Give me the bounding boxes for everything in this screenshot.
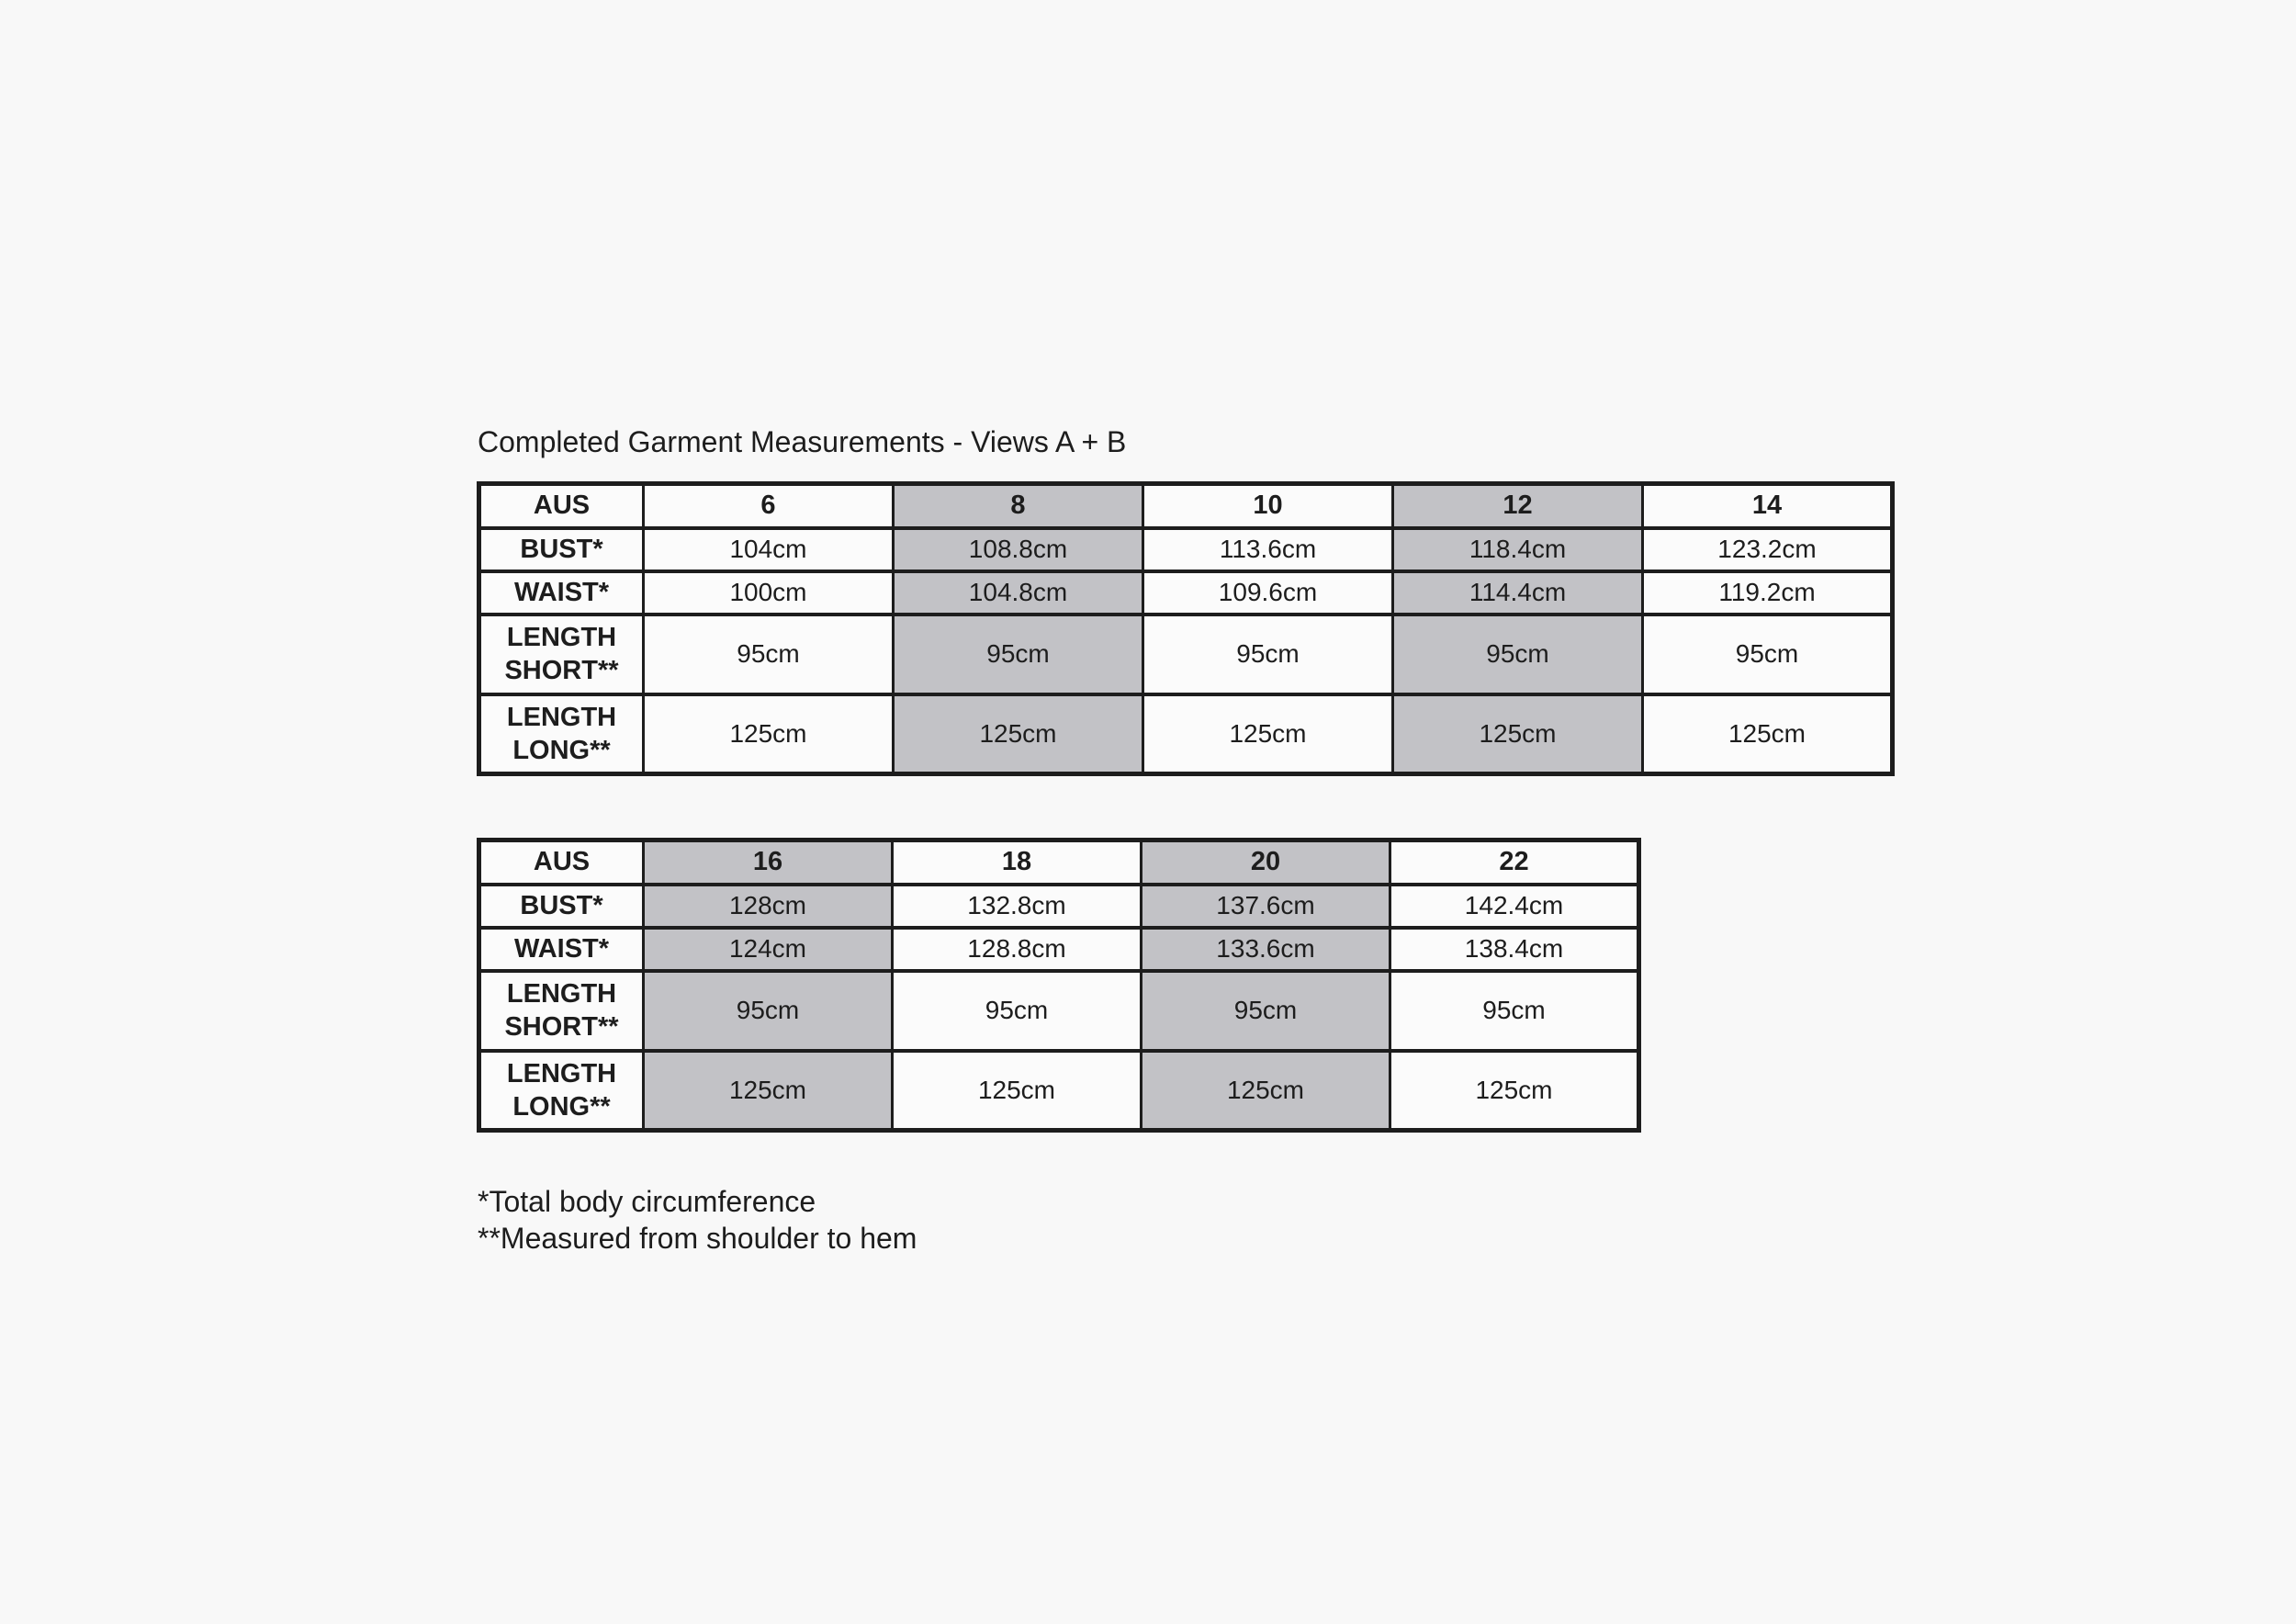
measurement-cell: 95cm <box>894 615 1143 694</box>
measurement-cell: 95cm <box>1393 615 1643 694</box>
footnote-measured-shoulder-to-hem: **Measured from shoulder to hem <box>478 1222 917 1255</box>
header-size-20: 20 <box>1142 840 1390 885</box>
measurement-cell: 128.8cm <box>893 928 1142 971</box>
measurement-cell: 125cm <box>1143 694 1393 774</box>
measurement-cell: 95cm <box>644 971 893 1051</box>
measurement-table-sizes-16-22 <box>477 838 1641 1133</box>
row-label-waist: WAIST* <box>479 571 644 615</box>
measurement-cell: 119.2cm <box>1643 571 1893 615</box>
measurement-cell: 118.4cm <box>1393 528 1643 571</box>
header-aus: AUS <box>479 840 644 885</box>
measurement-cell: 113.6cm <box>1143 528 1393 571</box>
header-size-18: 18 <box>893 840 1142 885</box>
measurement-cell: 125cm <box>1390 1051 1639 1131</box>
table-row-bust <box>479 885 1639 928</box>
measurement-cell: 137.6cm <box>1142 885 1390 928</box>
measurement-cell: 132.8cm <box>893 885 1142 928</box>
measurement-cell: 124cm <box>644 928 893 971</box>
header-size-10: 10 <box>1143 484 1393 528</box>
header-aus: AUS <box>479 484 644 528</box>
table-row-length-short <box>479 971 1639 1051</box>
measurement-cell: 138.4cm <box>1390 928 1639 971</box>
row-label-bust: BUST* <box>479 528 644 571</box>
measurement-cell: 95cm <box>893 971 1142 1051</box>
measurement-table-sizes-6-14 <box>477 481 1895 776</box>
measurement-cell: 109.6cm <box>1143 571 1393 615</box>
measurement-cell: 125cm <box>644 1051 893 1131</box>
table-row-length-long <box>479 1051 1639 1131</box>
row-label-waist: WAIST* <box>479 928 644 971</box>
measurement-cell: 95cm <box>1643 615 1893 694</box>
measurement-cell: 125cm <box>644 694 894 774</box>
measurement-cell: 114.4cm <box>1393 571 1643 615</box>
table-sizes-16-22 <box>477 838 1641 1133</box>
row-label-length-short: LENGTH SHORT** <box>479 615 644 694</box>
measurement-cell: 95cm <box>1390 971 1639 1051</box>
header-size-16: 16 <box>644 840 893 885</box>
measurement-cell: 104.8cm <box>894 571 1143 615</box>
table-sizes-6-14 <box>477 481 1895 776</box>
measurement-cell: 125cm <box>1142 1051 1390 1131</box>
table-row-waist <box>479 571 1893 615</box>
measurement-cell: 95cm <box>1143 615 1393 694</box>
measurement-cell: 133.6cm <box>1142 928 1390 971</box>
header-size-12: 12 <box>1393 484 1643 528</box>
footnotes <box>478 1183 917 1257</box>
row-label-bust: BUST* <box>479 885 644 928</box>
measurement-cell: 125cm <box>1643 694 1893 774</box>
table-header-row <box>479 840 1639 885</box>
measurement-cell: 128cm <box>644 885 893 928</box>
table-row-bust <box>479 528 1893 571</box>
header-size-14: 14 <box>1643 484 1893 528</box>
measurement-cell: 125cm <box>894 694 1143 774</box>
measurement-cell: 104cm <box>644 528 894 571</box>
measurement-cell: 100cm <box>644 571 894 615</box>
row-label-length-long: LENGTH LONG** <box>479 694 644 774</box>
footnote-total-body-circumference: *Total body circumference <box>478 1185 816 1218</box>
measurement-cell: 95cm <box>1142 971 1390 1051</box>
header-size-6: 6 <box>644 484 894 528</box>
measurement-cell: 142.4cm <box>1390 885 1639 928</box>
measurement-cell: 123.2cm <box>1643 528 1893 571</box>
row-label-length-long: LENGTH LONG** <box>479 1051 644 1131</box>
table-row-length-long <box>479 694 1893 774</box>
table-row-waist <box>479 928 1639 971</box>
table-header-row <box>479 484 1893 528</box>
table-row-length-short <box>479 615 1893 694</box>
header-size-8: 8 <box>894 484 1143 528</box>
row-label-length-short: LENGTH SHORT** <box>479 971 644 1051</box>
measurement-cell: 125cm <box>1393 694 1643 774</box>
measurement-cell: 95cm <box>644 615 894 694</box>
document-title: Completed Garment Measurements - Views A + B <box>478 425 1127 458</box>
header-size-22: 22 <box>1390 840 1639 885</box>
measurement-cell: 108.8cm <box>894 528 1143 571</box>
measurement-cell: 125cm <box>893 1051 1142 1131</box>
